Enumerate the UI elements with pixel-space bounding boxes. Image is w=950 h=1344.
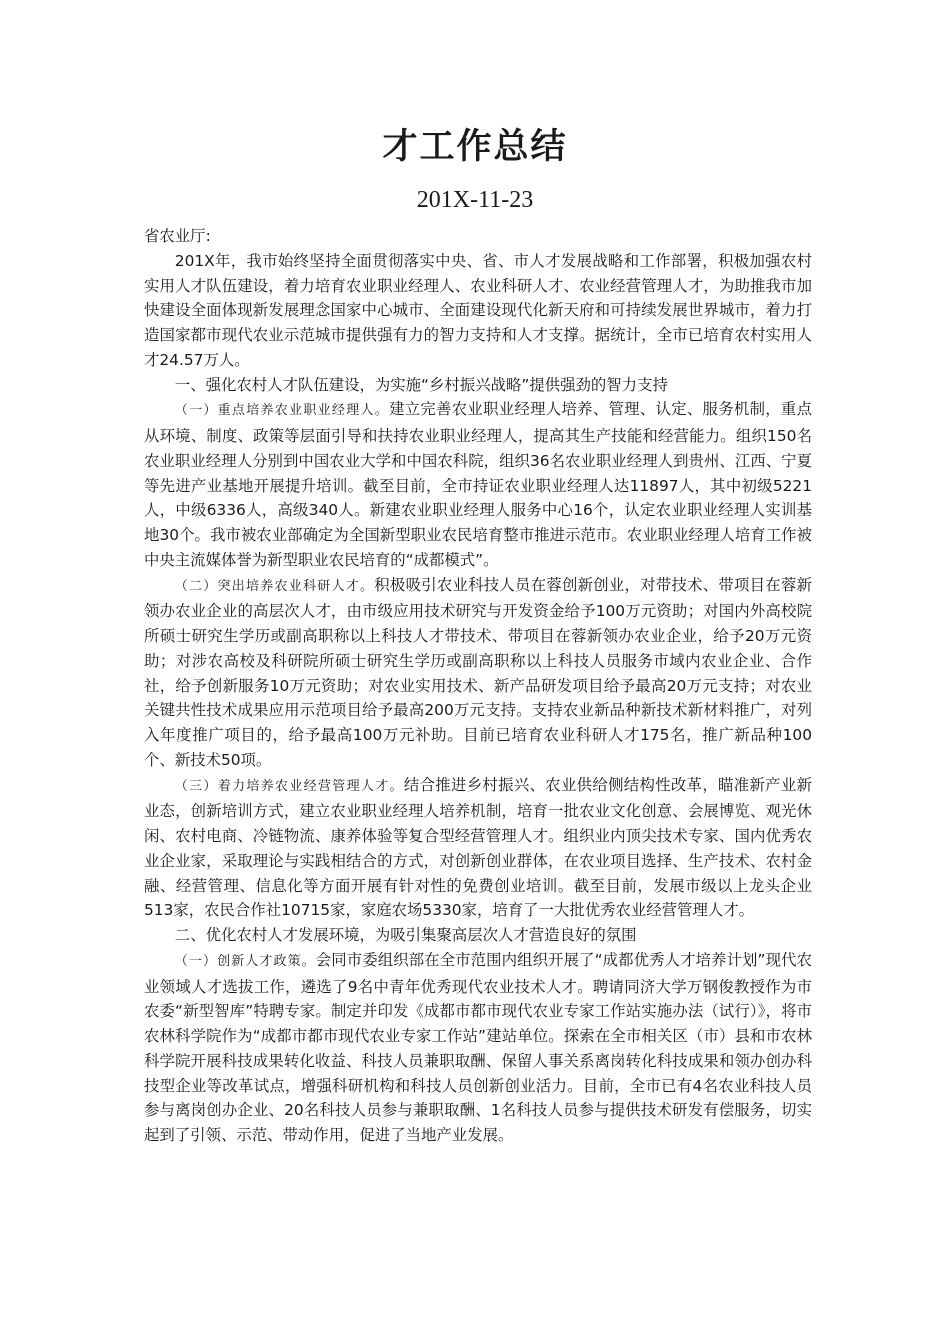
section-2-heading: 二、优化农村人才发展环境，为吸引集聚高层次人才营造良好的氛围 [174,926,637,944]
section-1-paragraph-2 [144,573,812,773]
subheading: （二）突出培养农业科研人才。 [174,578,375,594]
salutation: 省农业厅: [144,227,211,245]
section-1-heading: 一、强化农村人才队伍建设，为实施“乡村振兴战略”提供强劲的智力支持 [174,375,668,394]
subheading: （三）着力培养农业经营管理人才。 [174,778,404,794]
section-1-paragraph-1 [144,397,812,572]
paragraph-text: 会同市委组织部在全市范围内组织开展了“成都优秀人才培养计划”现代农业领域人才选拔工作，遴选了9名中青年优秀现代农业技术人才。聘请同济大学万钢俊教授作为市农委“新型智库”特聘专家。制定并印发《成都市都市现代农业专家工作站实施办法（试行）》，将市农林科学院作为“成都市都市现代农业专家工作站”建站单位。探索在全市相关区（市）县和市农林科学院开展科技成果转化收益、科技人员兼职取酬、保留人事关系离岗转化科技成果和领办创办科技型企业等改革试点，增强科研机构和科技人员创新创业活力。目前，全市已有4名农业科技人员参与离岗创办企业、20名科技人员参与兼职取酬、1名科技人员参与提供技术研发有偿服务，切实起到了引领、示范、带动作用，促进了当地产业发展。 [144,950,812,1144]
paragraph-text: 结合推进乡村振兴、农业供给侧结构性改革，瞄准新产业新业态，创新培训方式，建立农业职业经理人培养机制，培育一批农业文化创意、会展博览、观光休闲、农村电商、冷链物流、康养体验等复合型经营管理人才。组织业内顶尖技术专家、国内优秀农业企业家，采取理论与实践相结合的方式，对创新创业群体，在农业项目选择、生产技术、农村金融、经营管理、信息化等方面开展有针对性的免费创业培训。截至目前，发展市级以上龙头企业513家，农民合作社10715家，家庭农场5330家，培育了一大批优秀农业经营管理人才。 [144,775,812,920]
document-title: 才工作总结 [382,126,568,167]
section-1-paragraph-3 [144,773,812,924]
subheading: （一）创新人才政策。 [174,953,316,969]
document-date: 201X-11-23 [416,187,534,213]
paragraph-text: 建立完善农业职业经理人培养、管理、认定、服务机制，重点从环境、制度、政策等层面引导和扶持农业职业经理人，提高其生产技能和经营能力。组织150名农业职业经理人分别到中国农业大学和中国农科院，组织36名农业职业经理人到贵州、江西、宁夏等先进产业基地开展提升培训。截至目前，全市持证农业职业经理人达11897人，其中初级5221人，中级6336人，高级340人。新建农业职业经理人服务中心16个，认定农业职业经理人实训基地30个。我市被农业部确定为全国新型职业农民培育整市推进示范市。农业职业经理人培育工作被中央主流媒体誉为新型职业农民培育的“成都模式”。 [144,400,812,569]
intro-paragraph: 201X年，我市始终坚持全面贯彻落实中央、省、市人才发展战略和工作部署，积极加强农村实用人才队伍建设，着力培育农业职业经理人、农业科研人才、农业经营管理人才，为助推我市加快建设全面体现新发展理念国家中心城市、全面建设现代化新天府和可持续发展世界城市，着力打造国家都市现代农业示范城市提供强有力的智力支持和人才支撑。据统计，全市已培育农村实用人才24.57万人。 [144,251,812,369]
section-2-paragraph-1 [144,948,812,1148]
document-body [144,224,812,1148]
paragraph-text: 积极吸引农业科技人员在蓉创新创业，对带技术、带项目在蓉新领办农业企业的高层次人才，由市级应用技术研究与开发资金给予100万元资助；对国内外高校院所硕士研究生学历或副高职称以上科技人才带技术、带项目在蓉新领办农业企业，给予20万元资助；对涉农高校及科研院所硕士研究生学历或副高职称以上科技人员服务市域内农业企业、合作社，给予创新服务10万元资助；对农业实用技术、新产品研发项目给予最高20万元支持；对农业关键共性技术成果应用示范项目给予最高200万元支持。支持农业新品种新技术新材料推广，对列入年度推广项目的，给予最高100万元补助。目前已培育农业科研人才175名，推广新品种100个、新技术50项。 [144,575,812,769]
subheading: （一）重点培养农业职业经理人。 [174,403,390,419]
